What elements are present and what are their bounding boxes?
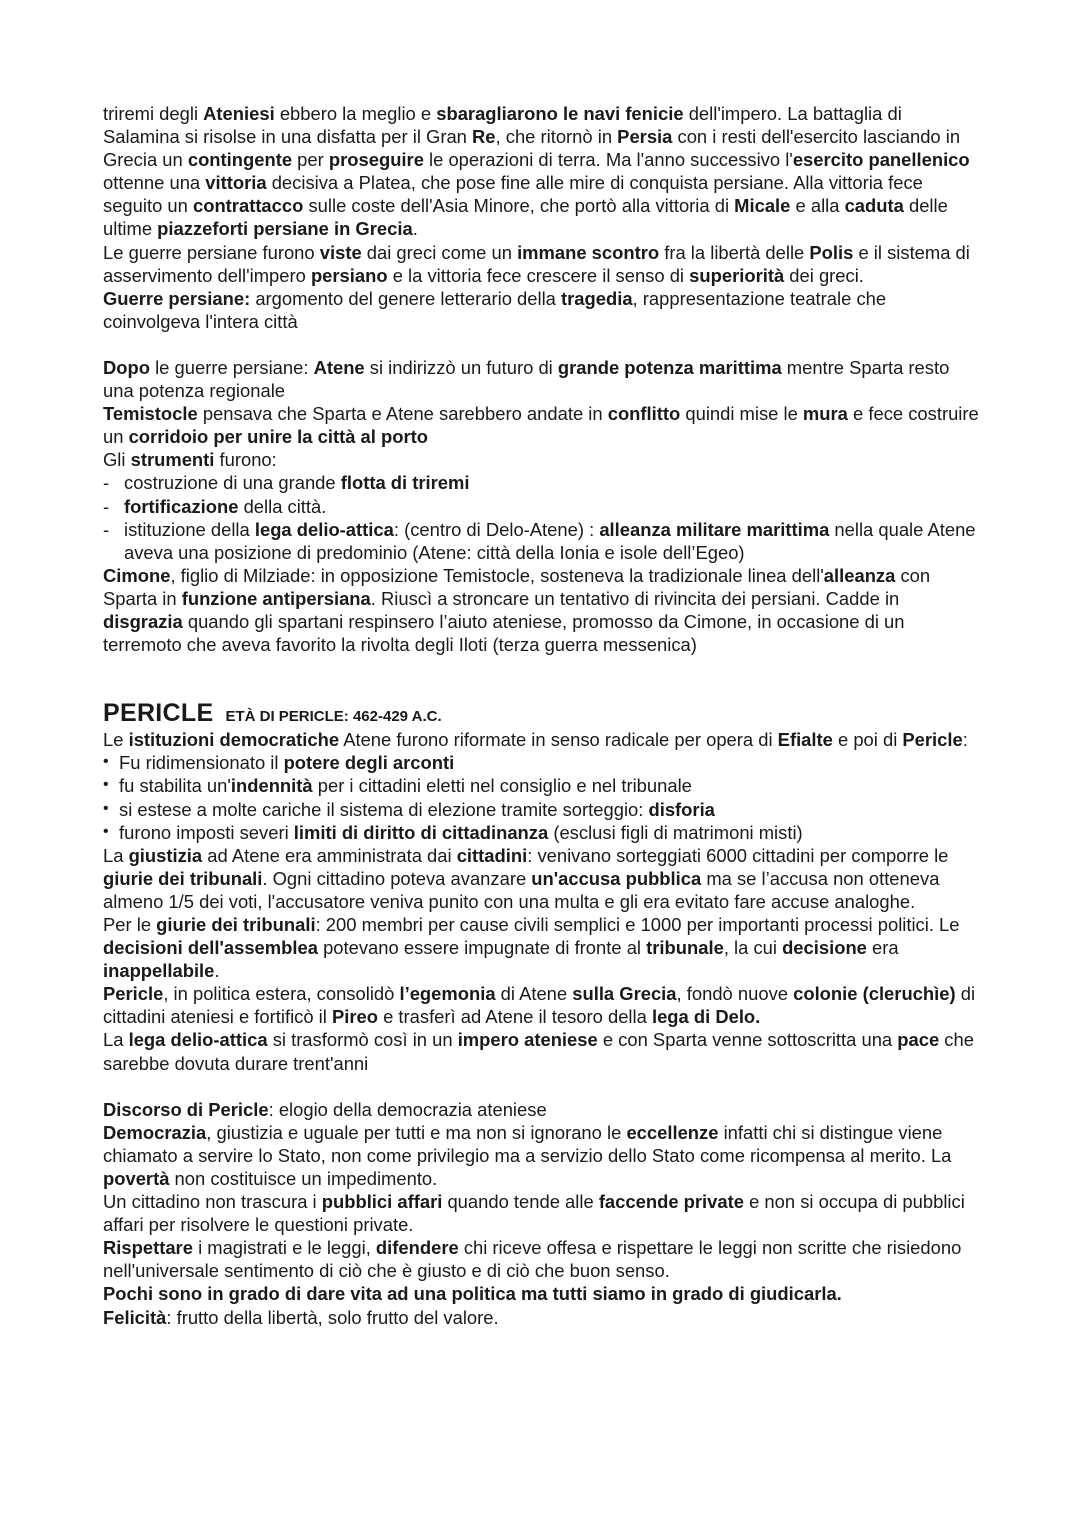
text-run: : 200 membri per cause civili semplici e 1000 per importanti processi politici. Le [315,914,960,935]
bold-text: Pericle [902,729,963,751]
bold-text: giustizia [128,844,203,866]
text-run: Per le [103,914,157,935]
bold-text: un'accusa pubblica [531,867,702,889]
bold-text: superiorità [689,264,785,286]
bold-text: tribunale [646,937,724,959]
bold-text: faccende private [598,1191,744,1213]
bold-text: decisioni dell'assemblea [103,937,318,959]
bold-text: disforia [648,798,715,820]
text-run: triremi degli [103,103,204,124]
bold-text: inappellabile [103,960,215,982]
text-run: fra la libertà delle [659,241,810,263]
bold-text: proseguire [328,149,424,171]
text-run: dell'impero. La battaglia di Salamina si risolse in una disfatta per il Gran [103,103,902,148]
text-run: , che ritornò in [495,126,618,148]
text-run: . [412,218,418,240]
text-run: . Ogni cittadino poteva avanzare [262,867,532,889]
bold-text: vittoria [205,172,267,194]
bold-text: pubblici affari [321,1191,443,1213]
paragraph-giustizia [103,844,983,913]
text-run: Gli [103,449,131,471]
bold-text: lega delio-attica [254,518,394,540]
bold-text: lega delio-attica [128,1029,268,1051]
bold-text: potere degli arconti [283,752,455,774]
bold-text: Ateniesi [203,103,275,124]
text-run: e poi di [832,729,903,751]
text-run: La [103,1029,129,1051]
text-run: furono: [214,449,277,471]
text-run: , la cui [723,937,783,959]
text-run: , in politica estera, consolidò [163,983,400,1005]
bold-text: Felicità [103,1306,167,1328]
bold-text: Cimone [103,564,171,586]
bold-text: strumenti [130,449,215,471]
text-run: e il sistema di asservimento dell'impero [103,241,970,286]
text-run: quando tende alle [442,1191,599,1213]
paragraph-strumenti [103,448,983,471]
bold-text: indennità [230,775,313,797]
text-run: , figlio di Milziade: in opposizione Temistocle, sosteneva la tradizionale linea dell' [170,564,824,586]
text-run: ottenne una [103,172,206,194]
bold-text: limiti di diritto di cittadinanza [293,821,549,843]
text-run: fu stabilita un' [119,775,231,797]
text-run: quindi mise le [680,403,803,425]
bold-text: Efialte [777,729,833,751]
text-run: i magistrati e le leggi, [192,1237,376,1259]
text-run: per i cittadini eletti nel consiglio e nel tribunale [312,775,692,797]
bold-text: Pericle [103,983,164,1005]
bold-text: alleanza militare marittima [599,518,830,540]
text-run: per [292,149,329,171]
paragraph-politica-estera [103,982,983,1028]
text-run: non costituisce un impedimento. [169,1167,438,1189]
text-run: Le [103,729,129,751]
document-page [103,102,983,1329]
bold-text: contrattacco [192,195,304,217]
text-run: quando gli spartani respinsero l’aiuto ateniese, promosso da Cimone, in occasione di un terremoto che aveva favorito la rivolta degli Iloti (terza guerra messenica) [103,610,905,656]
text-run: chi riceve offesa e rispettare le leggi non scritte che risiedono nell'universale sentimento di ciò che è giusto e di ciò che buon senso. [103,1237,962,1282]
text-run: con i resti dell'esercito lasciando in Grecia un [103,126,961,171]
list-marker: • [103,776,109,794]
text-run: , rappresentazione teatrale che coinvolgeva l'intera città [103,287,887,332]
section-subtitle: ETÀ DI PERICLE: 462-429 A.C. [225,708,442,726]
text-run: La [103,844,129,866]
text-run: . Riuscì a stroncare un tentativo di rivincita dei persiani. Cadde in [370,587,900,609]
text-run: ma se l’accusa non otteneva almeno 1/5 dei voti, l'accusatore veniva punito con una multa e gli era evitato fare accuse analoghe. [103,867,940,912]
bold-text: eccellenze [626,1121,719,1143]
list-marker: • [103,753,109,771]
bold-text: cittadini [456,844,528,866]
text-run: che sarebbe dovuta durare trent'anni [103,1029,974,1074]
paragraph-istituzioni-democratiche [103,728,983,751]
paragraph-giurie-tribunali [103,913,983,982]
text-run: : elogio della democrazia ateniese [268,1098,547,1120]
bold-text: Discorso di Pericle [103,1098,269,1120]
text-run: , fondò nuove [676,983,794,1005]
text-run: , giustizia e uguale per tutti e ma non si ignorano le [206,1121,627,1143]
text-run: era [866,937,899,959]
bold-text: tragedia [561,287,633,309]
list-item [103,821,983,844]
paragraph-dopo-guerre-persiane [103,356,983,402]
paragraph-gap [103,1075,983,1098]
bold-text: immane scontro [517,241,660,263]
text-run: si estese a molte cariche il sistema di elezione tramite sorteggio: [119,798,649,820]
paragraph-lega-impero [103,1028,983,1074]
text-run: : [962,729,968,751]
bold-text: caduta [844,195,904,217]
paragraph-temistocle [103,402,983,448]
list-item [103,495,983,518]
text-run: si indirizzò un futuro di [364,356,558,378]
text-run: . [214,960,220,982]
bold-text: povertà [103,1167,170,1189]
text-run: pensava che Sparta e Atene sarebbero andate in [197,403,608,425]
text-run: della città. [238,495,327,517]
bold-text: Democrazia [103,1121,207,1143]
bold-text: Re [472,126,496,148]
text-run: furono imposti severi [119,821,294,843]
text-run: delle ultime [103,195,948,240]
bold-text: l’egemonia [399,983,496,1005]
text-run: nella quale Atene aveva una posizione di predominio (Atene: città della Ionia e isole dell’Egeo) [124,518,976,563]
bold-text: conflitto [607,403,681,425]
text-run: : frutto della libertà, solo frutto del valore. [166,1306,499,1328]
text-run: : (centro di Delo-Atene) : [393,518,600,540]
list-item [103,798,983,821]
bold-text: Persia [617,126,673,148]
bold-text: pace [897,1029,940,1051]
text-run: costruzione di una grande [124,472,341,494]
bold-text: Dopo [103,356,150,378]
text-run: di Atene [495,983,573,1005]
paragraph-gap [103,333,983,356]
text-run: mentre Sparta resto una potenza regionale [103,356,950,402]
strumenti-list [103,471,983,563]
text-run: con Sparta in [103,564,931,609]
bold-text: viste [319,241,362,263]
paragraph-salamina-platea [103,102,983,241]
bold-text: Temistocle [103,403,198,425]
bold-text: Micale [734,195,791,217]
riforme-list [103,751,983,843]
section-title: PERICLE [103,699,214,728]
bold-text: decisione [782,937,867,959]
text-run: Fu ridimensionato il [119,752,284,774]
bold-text: funzione antipersiana [181,587,371,609]
paragraph-felicita [103,1306,983,1329]
list-marker: - [103,518,110,540]
text-run: e non si occupa di pubblici affari per risolvere le questioni private. [103,1191,965,1236]
text-run: e trasferì ad Atene il tesoro della [377,1006,652,1028]
bold-text: persiano [310,264,388,286]
text-run: Un cittadino non trascura i [103,1191,322,1213]
text-run: ebbero la meglio e [274,103,437,124]
list-item [103,471,983,494]
bold-text: Pireo [331,1006,378,1028]
section-heading [103,699,983,728]
bold-text: colonie (cleruchìe) [793,983,956,1005]
text-run: : venivano sorteggiati 6000 cittadini per comporre le [527,844,949,866]
list-item [103,751,983,774]
text-run: infatti chi si distingue viene chiamato a servire lo Stato, non come privilegio ma a servizio dello Stato come ricompensa al merito. La [103,1121,952,1166]
bold-text: Pochi sono in grado di dare vita ad una politica ma tutti siamo in grado di giudicarla. [103,1283,842,1305]
list-marker: • [103,799,109,817]
text-run: sulle coste dell'Asia Minore, che portò alla vittoria di [303,195,735,217]
text-run: si trasformò così in un [267,1029,458,1051]
text-run: Atene furono riformate in senso radicale per opera di [339,729,778,751]
bold-text: Atene [313,356,365,378]
paragraph-democrazia [103,1121,983,1190]
text-run: potevano essere impugnate di fronte al [317,937,647,959]
list-marker: - [103,495,110,517]
list-marker: • [103,822,109,840]
bold-text: istituzioni democratiche [128,729,340,751]
bold-text: disgrazia [103,610,183,632]
bold-text: lega di Delo. [651,1006,761,1028]
text-run: di cittadini ateniesi e fortificò il [103,983,976,1028]
bold-text: fortificazione [124,495,239,517]
list-item [103,774,983,797]
paragraph-guerre-persiane-tragedia [103,287,983,333]
bold-text: giurie dei tribunali [103,867,263,889]
text-run: ad Atene era amministrata dai [202,844,457,866]
bold-text: piazzeforti persiane in Grecia [157,218,413,240]
text-run: le guerre persiane: [149,356,314,378]
text-run: dei greci. [784,264,864,286]
bold-text: giurie dei tribunali [156,914,316,935]
bold-text: corridoio per unire la città al porto [128,426,428,448]
bold-text: sbaragliarono le navi fenicie [436,103,684,124]
paragraph-cimone [103,564,983,656]
bold-text: difendere [375,1237,459,1259]
bold-text: grande potenza marittima [557,356,782,378]
paragraph-guerre-persiane-visione [103,241,983,287]
text-run: e la vittoria fece crescere il senso di [387,264,690,286]
bold-text: contingente [187,149,293,171]
bold-text: mura [802,403,848,425]
paragraph-pubblici-affari [103,1190,983,1236]
bold-text: sulla Grecia [572,983,677,1005]
paragraph-rispettare [103,1236,983,1282]
paragraph-pochi [103,1282,983,1305]
section-gap [103,656,983,702]
bold-text: alleanza [823,564,896,586]
paragraph-discorso-pericle [103,1098,983,1121]
bold-text: Polis [809,241,854,263]
list-item [103,518,983,564]
bold-text: impero ateniese [457,1029,598,1051]
text-run: argomento del genere letterario della [250,287,561,309]
text-run: decisiva a Platea, che pose fine alle mire di conquista persiane. Alla vittoria fece seguito un [103,172,923,217]
text-run: le operazioni di terra. Ma l'anno successivo l' [423,149,793,171]
bold-text: Guerre persiane: [103,287,251,309]
text-run: e fece costruire un [103,403,979,448]
bold-text: flotta di triremi [340,472,470,494]
text-run: Le guerre persiane furono [103,241,320,263]
bold-text: esercito panellenico [792,149,970,171]
text-run: dai greci come un [361,241,518,263]
text-run: (esclusi figli di matrimoni misti) [548,821,803,843]
list-marker: - [103,472,110,494]
text-run: istituzione della [124,518,255,540]
bold-text: Rispettare [103,1237,193,1259]
text-run: e con Sparta venne sottoscritta una [597,1029,898,1051]
text-run: e alla [790,195,845,217]
